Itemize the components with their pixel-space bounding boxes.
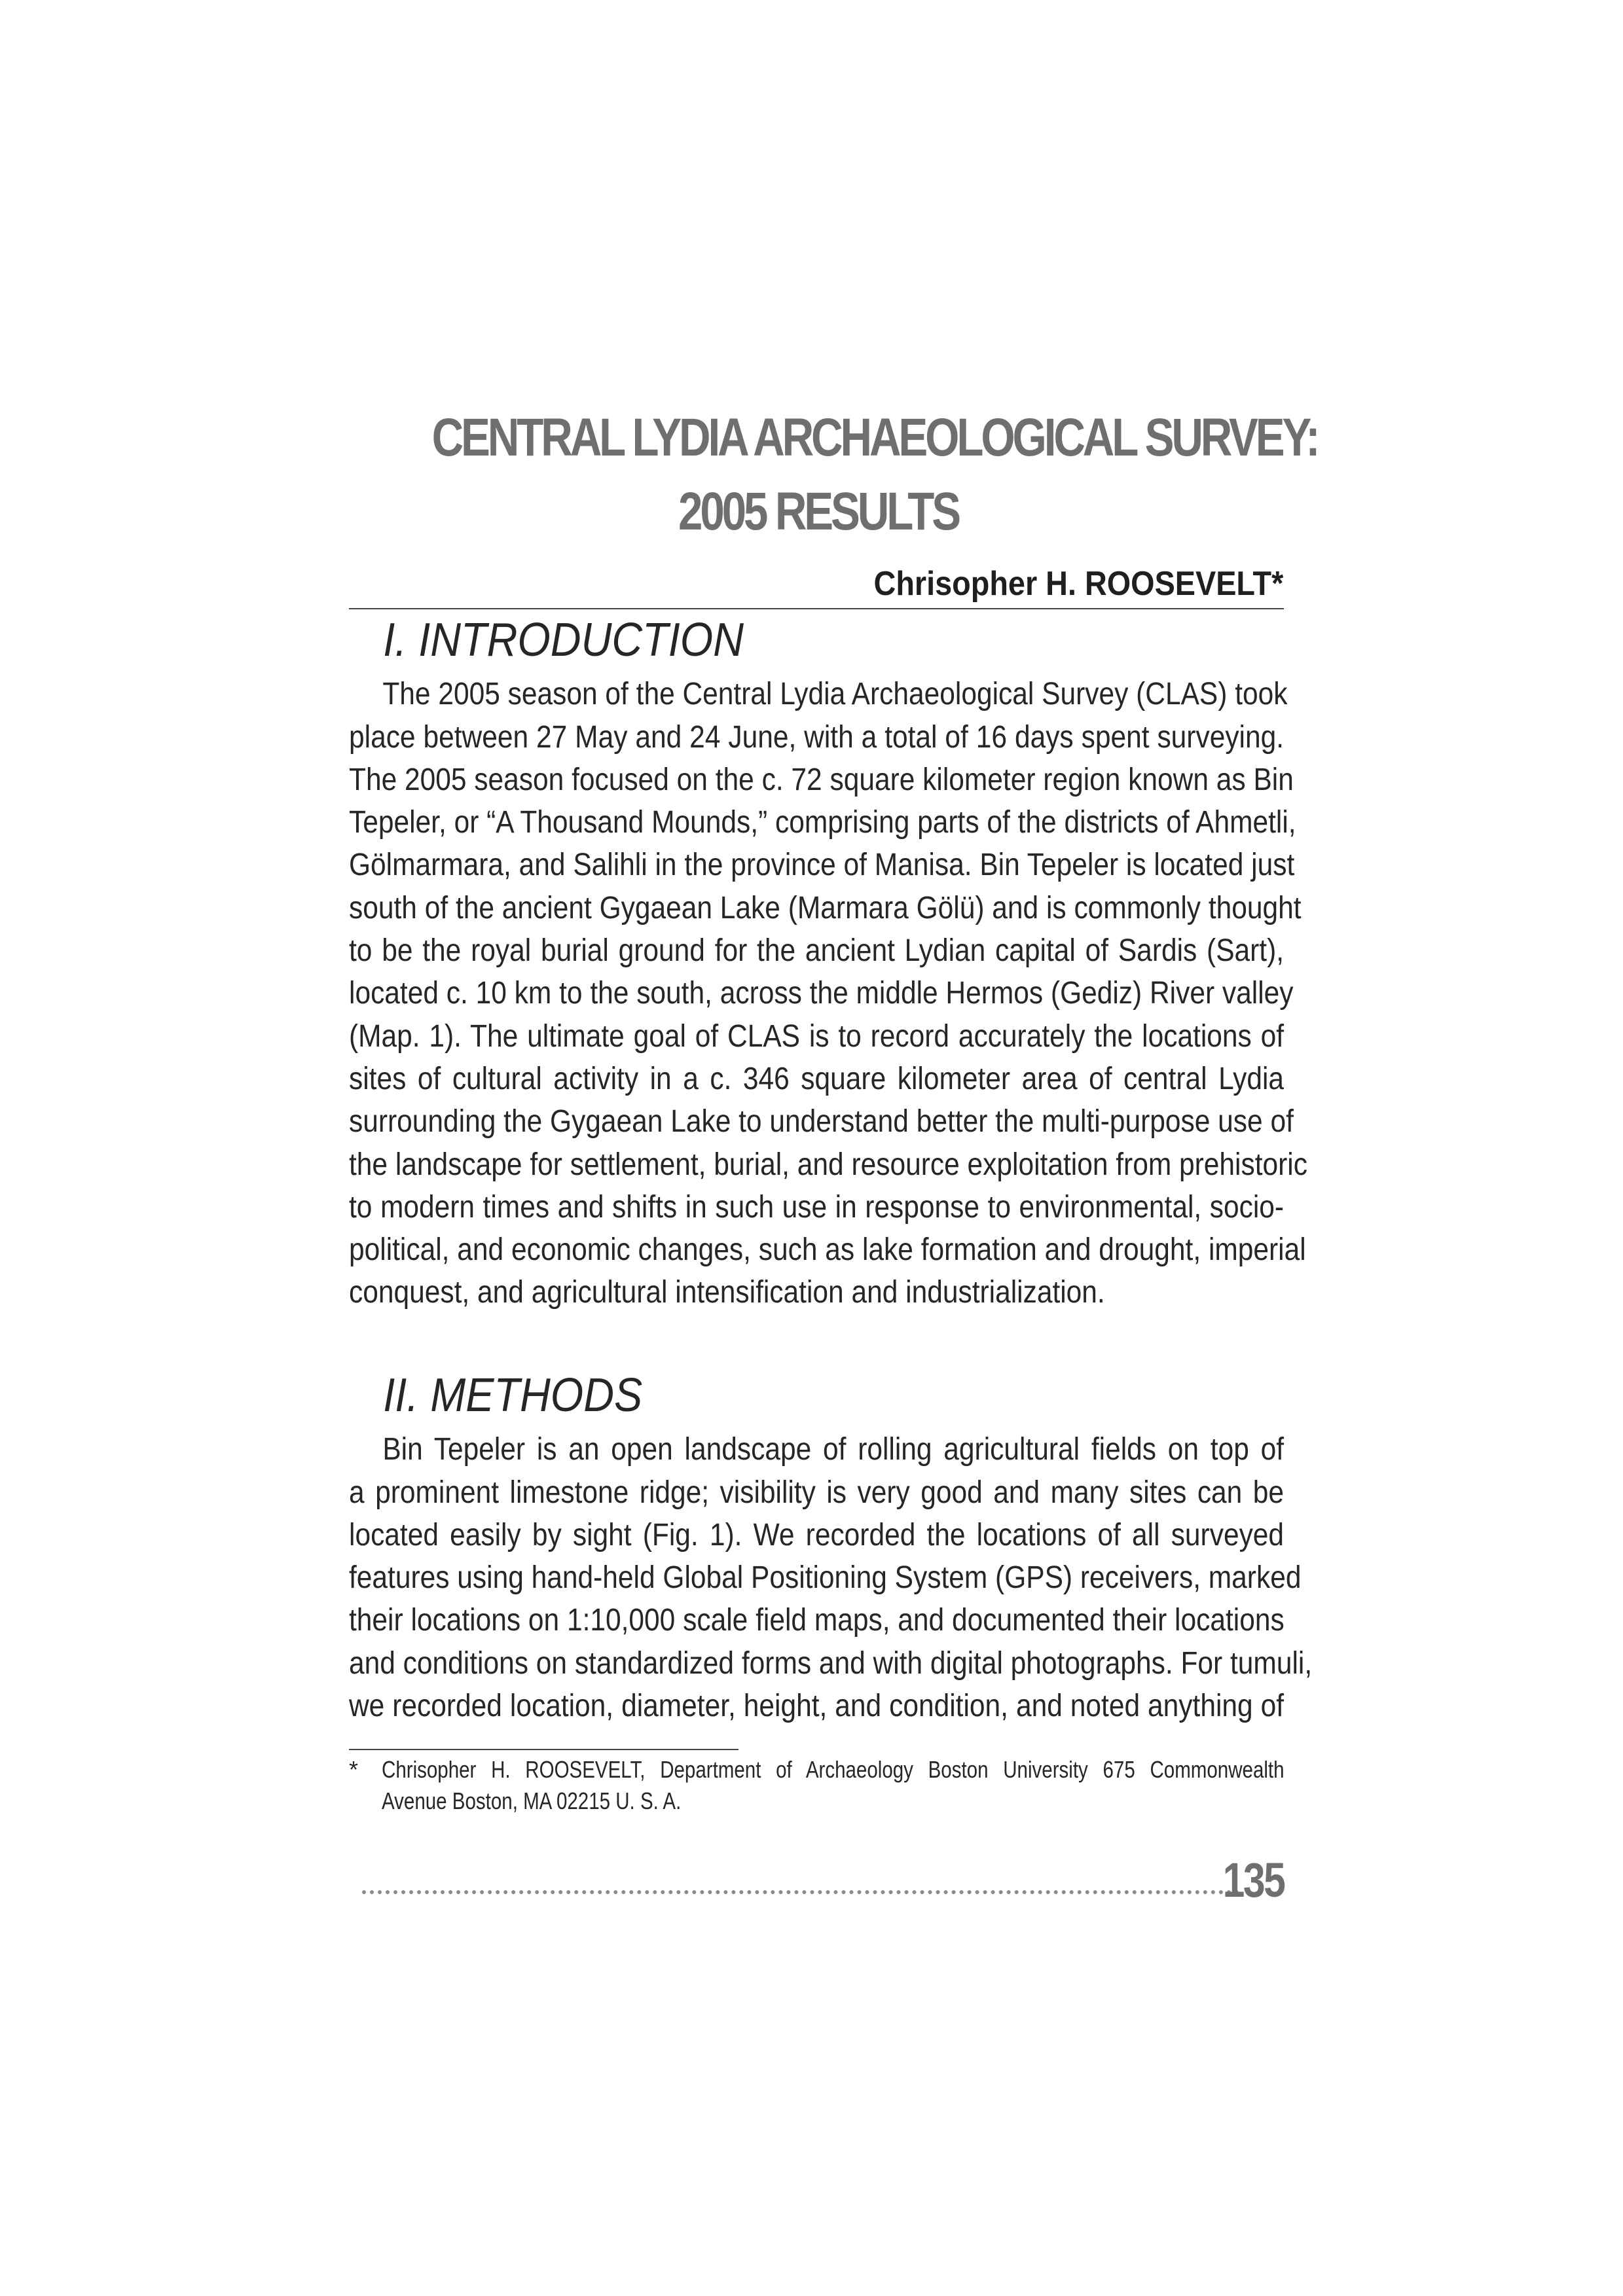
paragraph-line: The 2005 season focused on the c. 72 square kilometer region known as Bin bbox=[349, 762, 1294, 797]
paragraph-line: south of the ancient Gygaean Lake (Marmara Gölü) and is commonly thought bbox=[349, 890, 1302, 925]
introduction-heading: I. INTRODUCTION bbox=[383, 614, 744, 666]
author-divider bbox=[349, 608, 1284, 609]
footnote-line: Chrisopher H. ROOSEVELT, Department of Archaeology Boston University 675 Commonwealth bbox=[382, 1756, 1285, 1783]
methods-paragraph bbox=[349, 1428, 1313, 1727]
paragraph-line: to be the royal burial ground for the ancient Lydian capital of Sardis (Sart), bbox=[349, 933, 1285, 969]
author-name: Chrisopher H. ROOSEVELT* bbox=[873, 565, 1283, 603]
paragraph-line: the landscape for settlement, burial, and resource exploitation from prehistoric bbox=[349, 1147, 1307, 1182]
paragraph-line: Tepeler, or “A Thousand Mounds,” comprising parts of the districts of Ahmetli, bbox=[349, 805, 1296, 840]
paragraph-line: features using hand-held Global Positioning System (GPS) receivers, marked bbox=[349, 1560, 1302, 1596]
paragraph-line: (Map. 1). The ultimate goal of CLAS is to record accurately the locations of bbox=[349, 1018, 1285, 1054]
methods-section bbox=[349, 1369, 1313, 1727]
paragraph-line: to modern times and shifts in such use in response to environmental, socio- bbox=[349, 1189, 1285, 1225]
paragraph-line: conquest, and agricultural intensification and industrialization. bbox=[349, 1275, 1105, 1310]
methods-heading: II. METHODS bbox=[383, 1369, 643, 1422]
page-number: 135 bbox=[1222, 1853, 1284, 1907]
paragraph-line: Bin Tepeler is an open landscape of rolling agricultural fields on top of bbox=[382, 1432, 1285, 1467]
footnote-text bbox=[382, 1754, 1284, 1817]
paragraph-line: The 2005 season of the Central Lydia Archaeological Survey (CLAS) took bbox=[382, 677, 1288, 712]
dotted-leader bbox=[362, 1890, 1239, 1894]
paragraph-line: Gölmarmara, and Salihli in the province of Manisa. Bin Tepeler is located just bbox=[349, 848, 1295, 883]
paragraph-line: political, and economic changes, such as lake formation and drought, imperial bbox=[349, 1232, 1306, 1268]
paragraph-line: located c. 10 km to the south, across the middle Hermos (Gediz) River valley bbox=[349, 976, 1294, 1011]
paragraph-line: their locations on 1:10,000 scale field maps, and documented their locations bbox=[349, 1603, 1285, 1638]
footnote-marker: * bbox=[349, 1756, 359, 1783]
footnote-line: Avenue Boston, MA 02215 U. S. A. bbox=[382, 1787, 682, 1814]
paragraph-line: surrounding the Gygaean Lake to understand better the multi-purpose use of bbox=[349, 1104, 1294, 1139]
paragraph-line: a prominent limestone ridge; visibility is very good and many sites can be bbox=[349, 1475, 1285, 1510]
introduction-section bbox=[349, 614, 1307, 1314]
title-line-2: 2005 RESULTS bbox=[678, 482, 958, 541]
introduction-paragraph bbox=[349, 673, 1307, 1314]
paragraph-line: sites of cultural activity in a c. 346 square kilometer area of central Lydia bbox=[349, 1061, 1285, 1096]
paragraph-line: located easily by sight (Fig. 1). We recorded the locations of all surveyed bbox=[349, 1517, 1285, 1552]
paragraph-line: we recorded location, diameter, height, and condition, and noted anything of bbox=[349, 1689, 1285, 1724]
paragraph-line: and conditions on standardized forms and with digital photographs. For tumuli, bbox=[349, 1645, 1313, 1681]
article-title bbox=[431, 401, 1318, 548]
footnote-divider bbox=[349, 1749, 739, 1750]
footnote bbox=[349, 1754, 1284, 1817]
title-line-1: CENTRAL LYDIA ARCHAEOLOGICAL SURVEY: bbox=[431, 408, 1318, 467]
paragraph-line: place between 27 May and 24 June, with a total of 16 days spent surveying. bbox=[349, 719, 1285, 755]
